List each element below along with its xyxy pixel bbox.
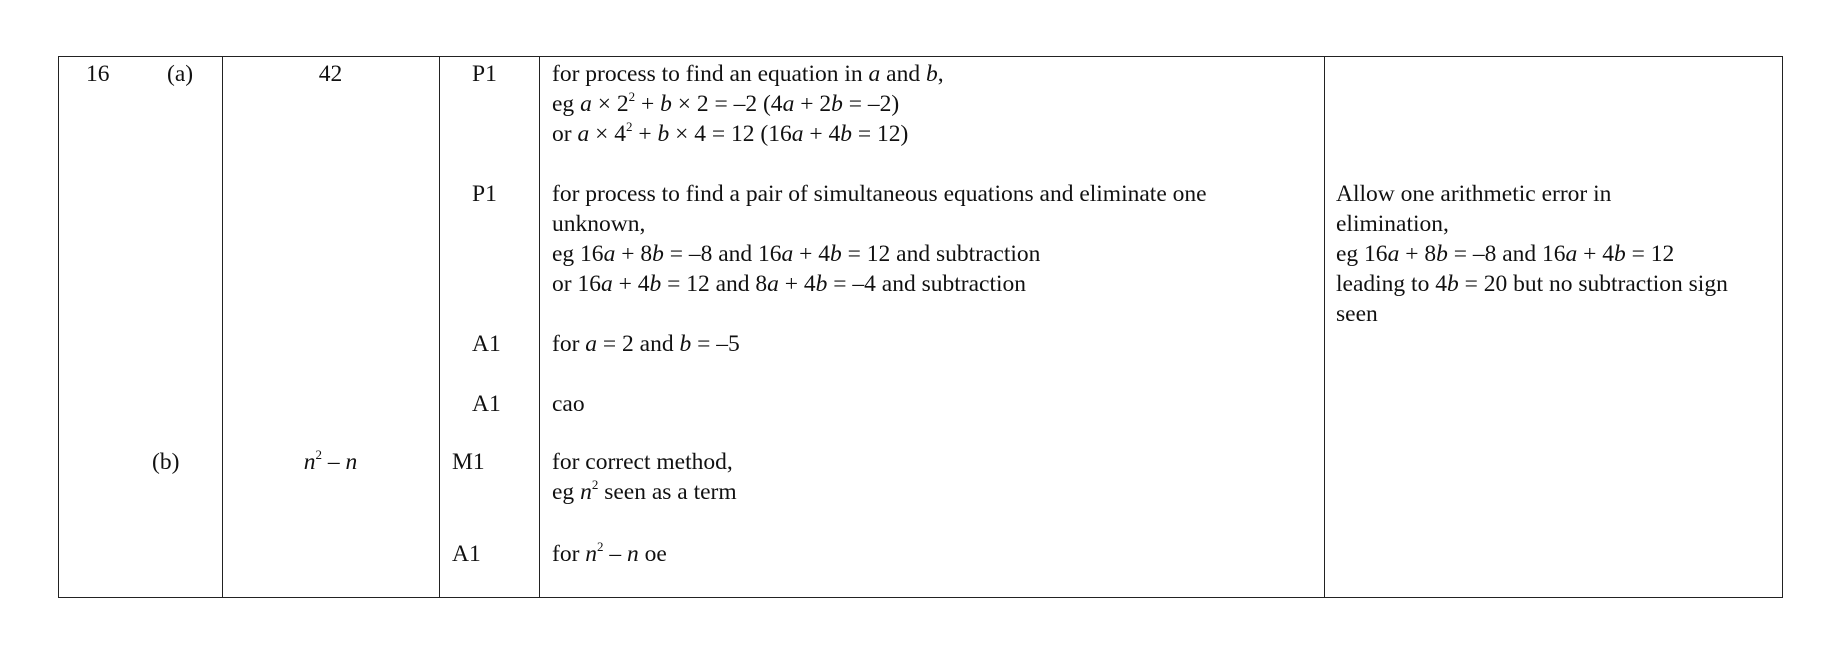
question-part-a: (a): [167, 61, 194, 87]
question-part-b: (b): [152, 449, 180, 475]
column-divider: [539, 57, 540, 597]
column-divider: [222, 57, 223, 597]
answer-a: 42: [318, 61, 343, 87]
note-line: for process to find a pair of simultaneous equations and eliminate one: [552, 181, 1207, 207]
note-line: eg 16a + 8b = –8 and 16a + 4b = 12 and subtraction: [552, 241, 1041, 267]
note-line: unknown,: [552, 211, 646, 237]
mark-code: P1: [472, 61, 497, 87]
note-line: eg $n^2$ seen as a term: [552, 477, 737, 505]
note-line: for a = 2 and b = –5: [552, 331, 740, 357]
mark-code: A1: [452, 541, 481, 567]
mark-code: A1: [472, 391, 501, 417]
mark-scheme-table: [58, 56, 1783, 598]
mark-code: A1: [472, 331, 501, 357]
note-line: or 16a + 4b = 12 and 8a + 4b = –4 and subtraction: [552, 271, 1027, 297]
note-line: cao: [552, 391, 585, 417]
column-divider: [439, 57, 440, 597]
note-line: or $a \times 4^2 + b \times 4 = 12$ (16a + 4b = 12): [552, 119, 909, 147]
mark-code: M1: [452, 449, 485, 475]
column-divider: [1324, 57, 1325, 597]
note-line: eg $a \times 2^2 + b \times 2 = -2$ (4a + 2b = –2): [552, 89, 900, 117]
note-line: for $n^2$ – n oe: [552, 539, 667, 567]
guidance-line: leading to 4b = 20 but no subtraction sign: [1336, 271, 1728, 297]
note-line: for correct method,: [552, 449, 733, 475]
guidance-line: eg 16a + 8b = –8 and 16a + 4b = 12: [1336, 241, 1675, 267]
note-line: for process to find an equation in a and b,: [552, 61, 944, 87]
guidance-line: elimination,: [1336, 211, 1449, 237]
guidance-line: Allow one arithmetic error in: [1336, 181, 1612, 207]
answer-b: $n^2$ – n: [303, 447, 358, 475]
guidance-line: seen: [1336, 301, 1378, 327]
mark-code: P1: [472, 181, 497, 207]
question-number: 16: [86, 61, 110, 87]
